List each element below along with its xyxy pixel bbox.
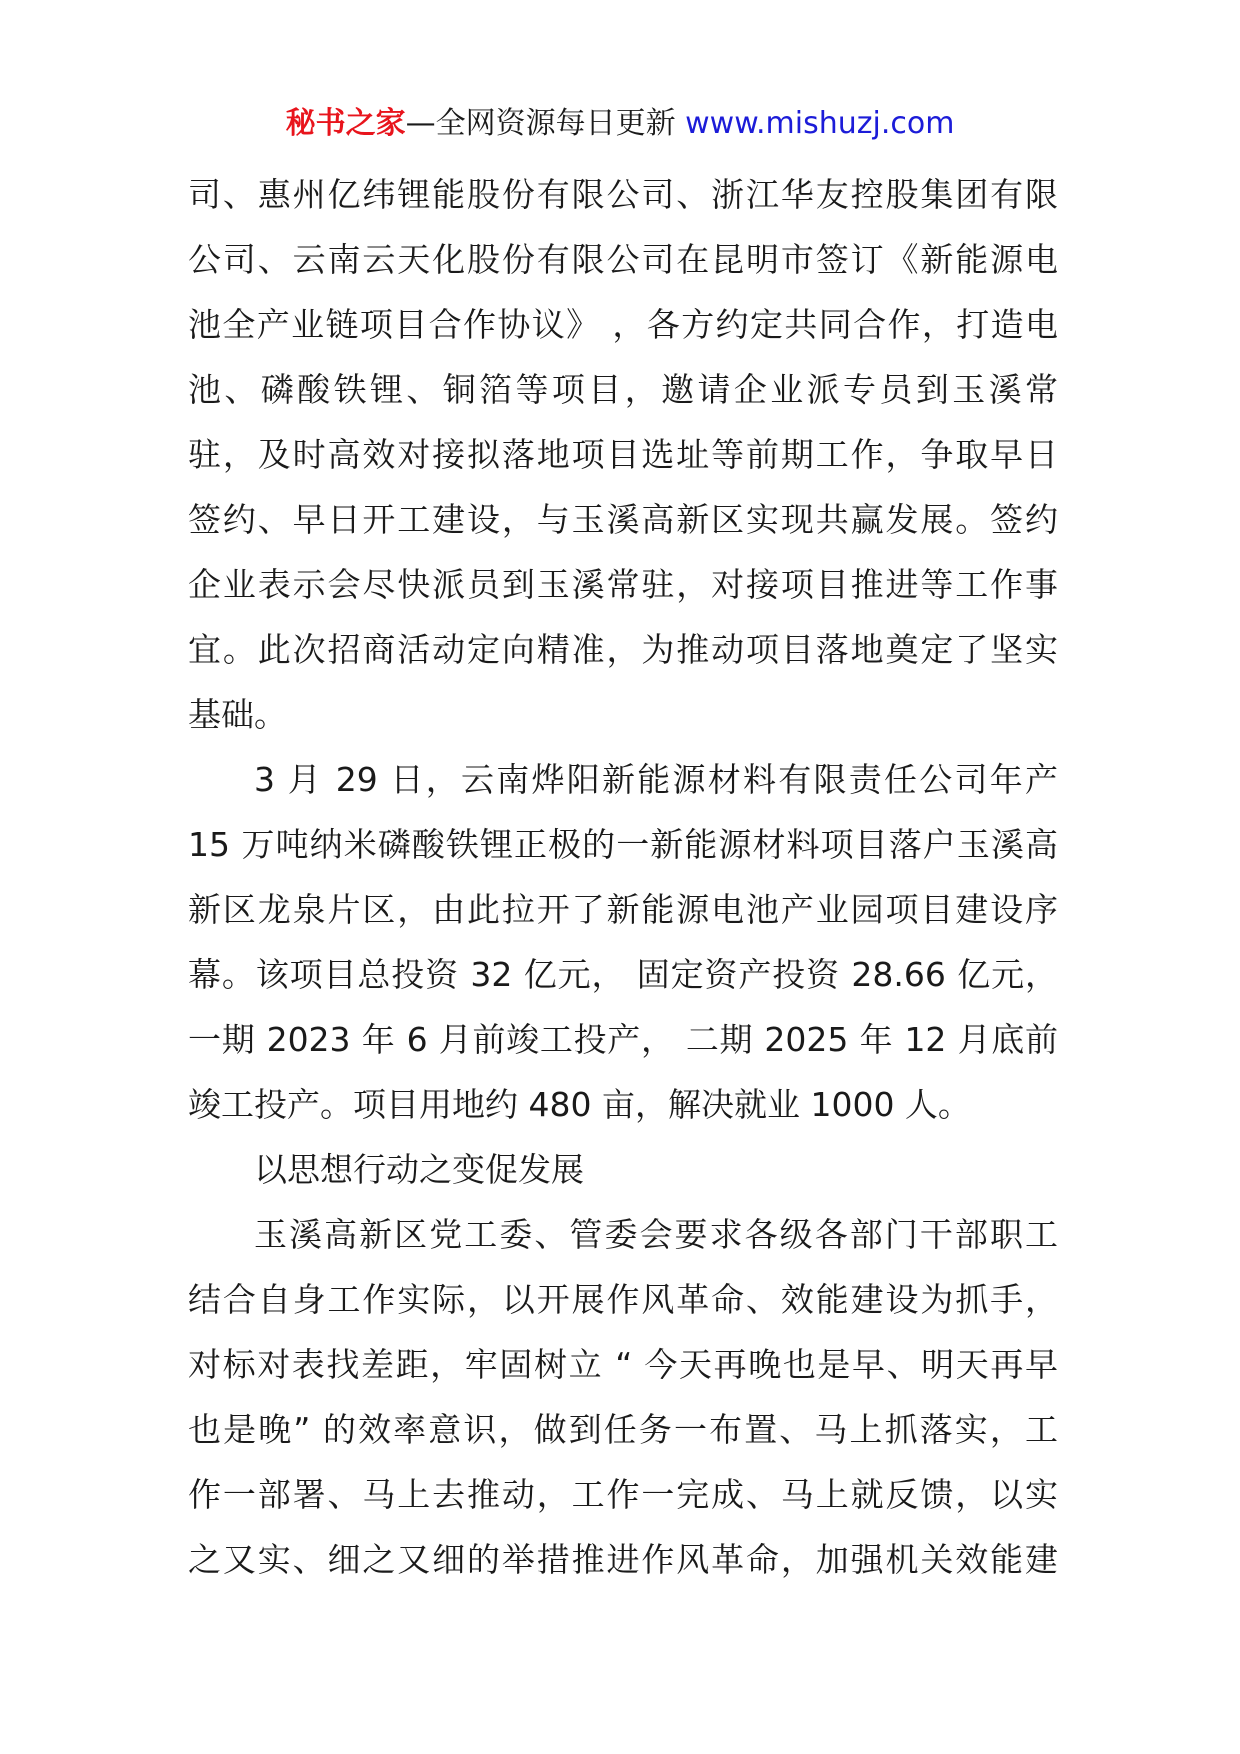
text-line: 一期 2023 年 6 月前竣工投产， 二期 2025 年 12 月底前 [188,1020,1058,1059]
heading-text: 以思想行动之变促发展 [254,1150,584,1189]
text-line: 玉溪高新区党工委、管委会要求各级各部门干部职工 [254,1215,1058,1254]
text-line: 宜。此次招商活动定向精准，为推动项目落地奠定了坚实 [188,630,1058,669]
site-url-link[interactable]: www.mishuzj.com [685,106,955,141]
text-line: 幕。该项目总投资 32 亿元， 固定资产投资 28.66 亿元， [188,955,1058,994]
document-body [188,162,1058,1592]
text-line: 也是晚” 的效率意识，做到任务一布置、马上抓落实，工 [188,1410,1058,1449]
text-line: 竣工投产。项目用地约 480 亩，解决就业 1000 人。 [188,1085,971,1124]
text-line: 3 月 29 日，云南烨阳新能源材料有限责任公司年产 [254,760,1058,799]
paragraph-work-style [188,1202,1058,1592]
brand-name: 秘书之家 [285,106,406,141]
text-line: 15 万吨纳米磷酸铁锂正极的一新能源材料项目落户玉溪高 [188,825,1058,864]
text-line: 公司、云南云天化股份有限公司在昆明市签订《新能源电 [188,240,1058,279]
text-line: 新区龙泉片区，由此拉开了新能源电池产业园项目建设序 [188,890,1058,929]
site-header [0,102,1240,146]
paragraph-project-launch [188,747,1058,1137]
text-line: 对标对表找差距，牢固树立 “ 今天再晚也是早、明天再早 [188,1345,1058,1384]
text-line: 结合自身工作实际，以开展作风革命、效能建设为抓手， [188,1280,1058,1319]
text-line: 池全产业链项目合作协议》 ，各方约定共同合作，打造电 [188,305,1058,344]
text-line: 池、磷酸铁锂、铜箔等项目，邀请企业派专员到玉溪常 [188,370,1058,409]
text-line: 驻，及时高效对接拟落地项目选址等前期工作，争取早日 [188,435,1058,474]
header-tagline: —全网资源每日更新 [405,106,676,141]
section-heading [188,1137,1058,1202]
text-line: 基础。 [188,695,287,734]
text-line: 作一部署、马上去推动，工作一完成、马上就反馈，以实 [188,1475,1058,1514]
text-line: 企业表示会尽快派员到玉溪常驻，对接项目推进等工作事 [188,565,1058,604]
text-line: 签约、早日开工建设，与玉溪高新区实现共赢发展。签约 [188,500,1058,539]
paragraph-investment-agreement [188,162,1058,747]
text-line: 之又实、细之又细的举措推进作风革命，加强机关效能建 [188,1540,1058,1579]
text-line: 司、惠州亿纬锂能股份有限公司、浙江华友控股集团有限 [188,175,1058,214]
